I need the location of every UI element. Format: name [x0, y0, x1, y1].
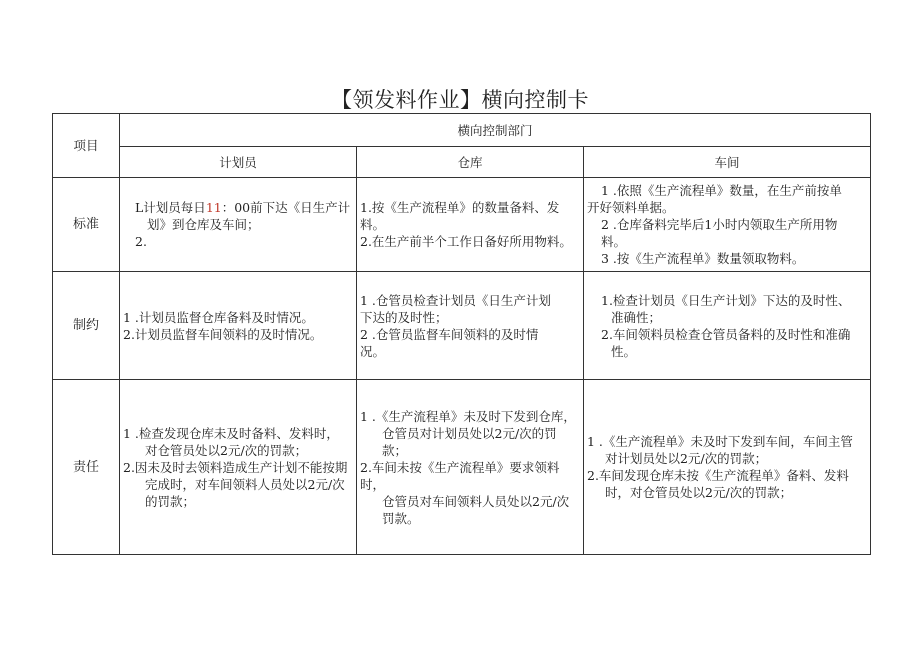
text: 完成时，对车间领料人员处以2元/次 — [145, 476, 345, 492]
text: 料。 — [601, 234, 627, 249]
text: 2.计划员监督车间领料的及时情况。 — [123, 326, 323, 342]
text: 下达的及时性； — [360, 309, 448, 325]
text: 2 .仓库备料完毕后1小时内领取生产所用物 — [601, 217, 838, 232]
text: 的罚款； — [145, 493, 196, 509]
text: 1 .《生产流程单》未及时下发到车间，车间主管 — [587, 434, 853, 449]
text: 时，对仓管员处以2元/次的罚款； — [605, 485, 793, 500]
text: 2.车间领料员检查仓管员备料的及时性和准确 — [601, 326, 851, 342]
constraint-workshop-cell — [584, 272, 871, 380]
item-header: 项目 — [53, 114, 120, 178]
text: 2. — [135, 234, 147, 249]
text: 划》到仓库及车间； — [147, 217, 260, 232]
standard-planner-cell — [120, 178, 357, 272]
text: 罚款。 — [382, 510, 420, 526]
text: 性。 — [611, 343, 637, 359]
table-row — [53, 178, 871, 272]
text: 对仓管员处以2元/次的罚款； — [145, 442, 308, 458]
column-header-planner: 计划员 — [120, 147, 357, 178]
row-label-constraint: 制约 — [53, 272, 120, 380]
column-header-warehouse: 仓库 — [357, 147, 584, 178]
column-header-workshop: 车间 — [584, 147, 871, 178]
constraint-planner-cell — [120, 272, 357, 380]
text: 3 .按《生产流程单》数量领取物料。 — [601, 251, 805, 266]
text: 仓管员对计划员处以2元/次的罚款； — [382, 425, 557, 458]
text: 2.车间未按《生产流程单》要求领料时， — [360, 459, 560, 492]
text: 1 .依照《生产流程单》数量，在生产前按单 — [601, 183, 842, 198]
row-label-standard: 标准 — [53, 178, 120, 272]
text: ：00前下达《日生产计 — [221, 200, 351, 215]
responsibility-workshop-cell — [584, 380, 871, 555]
text: 开好领料单据。 — [587, 200, 675, 215]
row-label-responsibility: 责任 — [53, 380, 120, 555]
text: 仓管员对车间领料人员处以2元/次 — [382, 493, 570, 509]
text: 1 .《生产流程单》未及时下发到仓库， — [360, 408, 576, 424]
text: 对计划员处以2元/次的罚款； — [605, 451, 768, 466]
text: 2.车间发现仓库未按《生产流程单》备料、发料 — [587, 468, 849, 483]
responsibility-planner-cell — [120, 380, 357, 555]
text: 2.在生产前半个工作日备好所用物料。 — [360, 234, 572, 249]
highlight-time: 11 — [205, 200, 222, 215]
text: 准确性； — [611, 309, 662, 325]
control-card-table — [52, 113, 871, 555]
constraint-warehouse-cell — [357, 272, 584, 380]
standard-warehouse-cell — [357, 178, 584, 272]
text: L计划员每日 — [135, 200, 206, 215]
standard-workshop-cell — [584, 178, 871, 272]
text: 2.因未及时去领料造成生产计划不能按期 — [123, 459, 348, 475]
responsibility-warehouse-cell — [357, 380, 584, 555]
text: 况。 — [360, 343, 386, 359]
text: 1 .检查发现仓库未及时备料、发料时， — [123, 425, 339, 441]
table-row — [53, 380, 871, 555]
text: 1 .仓管员检查计划员《日生产计划 — [360, 292, 551, 308]
table-row — [53, 272, 871, 380]
department-group-header: 横向控制部门 — [120, 114, 871, 147]
text: 1 .计划员监督仓库备料及时情况。 — [123, 309, 314, 325]
page-title: 【领发料作业】横向控制卡 — [331, 88, 589, 112]
text: 1.检查计划员《日生产计划》下达的及时性、 — [601, 292, 851, 308]
text: 1.按《生产流程单》的数量备料、发料。 — [360, 200, 560, 232]
text: 2 .仓管员监督车间领料的及时情 — [360, 326, 539, 342]
